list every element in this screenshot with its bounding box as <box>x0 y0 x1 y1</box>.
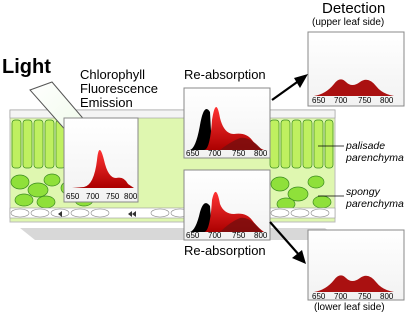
tick-label: 650 <box>186 231 200 240</box>
palisade-label-2: parenchyma <box>346 152 404 164</box>
spongy-label-2: parenchyma <box>346 198 404 210</box>
spongy-label-1: spongy <box>346 186 380 198</box>
reabsorption-bottom-label: Re-absorption <box>184 243 266 258</box>
detection-label: Detection <box>322 0 386 17</box>
reabsorption-panel-bottom <box>184 170 270 240</box>
tick-label: 650 <box>66 192 80 201</box>
light-label: Light <box>2 56 51 78</box>
lower-side-label: (lower leaf side) <box>314 302 385 313</box>
palisade-label-1: palisade <box>346 140 386 152</box>
tick-label: 800 <box>124 192 138 201</box>
emission-panel <box>64 118 138 202</box>
tick-label: 700 <box>86 192 100 201</box>
tick-label: 750 <box>232 231 246 240</box>
tick-label: 800 <box>254 231 268 240</box>
reabsorption-panel-top <box>184 88 270 158</box>
tick-label: 700 <box>208 149 222 158</box>
chlorophyll-label-1: Chlorophyll <box>80 67 146 82</box>
reabsorption-top-label: Re-absorption <box>184 67 266 82</box>
tick-label: 750 <box>232 149 246 158</box>
detection-panel-lower <box>308 230 404 300</box>
detection-panel-upper <box>308 32 404 106</box>
tick-label: 650 <box>312 292 326 301</box>
tick-label: 750 <box>106 192 120 201</box>
leaf-cross-section <box>10 110 340 240</box>
tick-label: 800 <box>254 149 268 158</box>
chlorophyll-label-3: Emission <box>80 95 133 110</box>
tick-label: 650 <box>312 96 326 105</box>
upper-side-label: (upper leaf side) <box>312 17 385 28</box>
tick-label: 700 <box>208 231 222 240</box>
tick-label: 750 <box>358 96 372 105</box>
tick-label: 800 <box>380 292 394 301</box>
tick-label: 700 <box>334 292 348 301</box>
chlorophyll-label-2: Fluorescence <box>80 81 159 96</box>
tick-label: 750 <box>358 292 372 301</box>
tick-label: 650 <box>186 149 200 158</box>
tick-label: 700 <box>334 96 348 105</box>
tick-label: 800 <box>380 96 394 105</box>
